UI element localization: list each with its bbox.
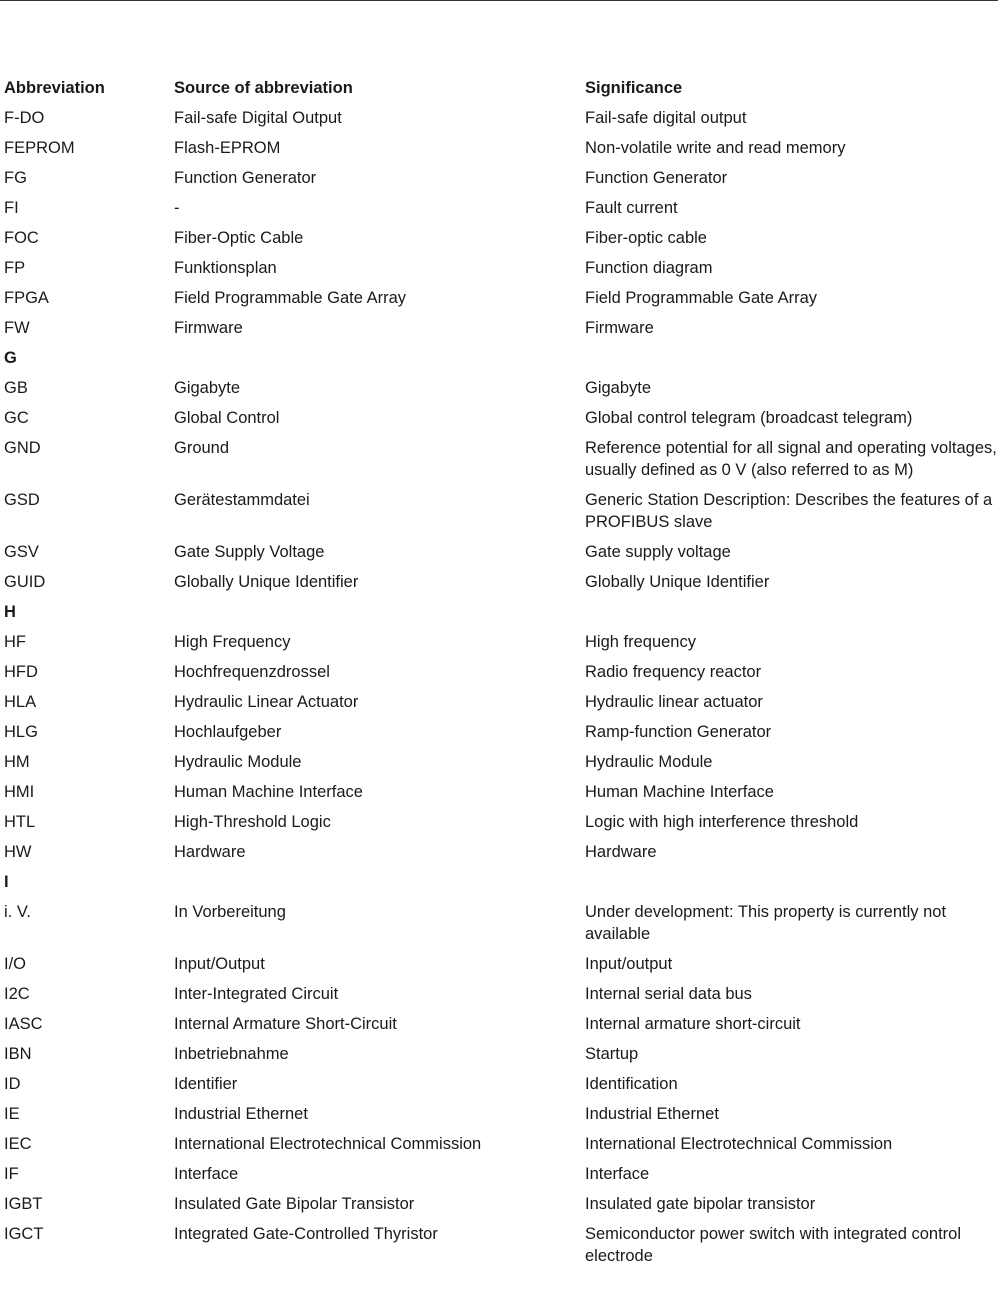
table-header-row	[0, 77, 998, 107]
significance-cell: Input/output	[585, 955, 673, 973]
abbreviation-cell: IEC	[4, 1135, 32, 1153]
table-row	[0, 377, 998, 407]
source-cell: High Frequency	[174, 633, 291, 651]
significance-cell: Gigabyte	[585, 379, 652, 397]
table-row	[0, 1043, 998, 1073]
significance-cell: Radio frequency reactor	[585, 663, 762, 681]
abbreviation-table	[0, 77, 998, 1275]
table-row	[0, 137, 998, 167]
table-row	[0, 197, 998, 227]
source-cell: Hydraulic Module	[174, 753, 302, 771]
abbreviation-cell: HF	[4, 633, 26, 651]
source-cell: International Electrotechnical Commission	[174, 1135, 482, 1153]
abbreviation-cell: I/O	[4, 955, 27, 973]
abbreviation-cell: IGCT	[4, 1225, 44, 1243]
source-cell: Insulated Gate Bipolar Transistor	[174, 1195, 415, 1213]
table-row	[0, 541, 998, 571]
significance-cell: Fail-safe digital output	[585, 109, 747, 127]
significance-cell: Ramp-function Generator	[585, 723, 772, 741]
table-row	[0, 721, 998, 751]
significance-cell: International Electrotechnical Commission	[585, 1135, 893, 1153]
source-cell: Hochfrequenzdrossel	[174, 663, 330, 681]
section-letter: G	[4, 349, 17, 367]
significance-cell: Function Generator	[585, 169, 728, 187]
table-row	[0, 489, 998, 541]
source-cell: Globally Unique Identifier	[174, 573, 359, 591]
section-row	[0, 601, 998, 631]
significance-cell: Industrial Ethernet	[585, 1105, 719, 1123]
abbreviation-cell: FPGA	[4, 289, 49, 307]
table-row	[0, 317, 998, 347]
source-cell: Internal Armature Short-Circuit	[174, 1015, 397, 1033]
source-cell: Inbetriebnahme	[174, 1045, 289, 1063]
abbreviation-cell: FOC	[4, 229, 39, 247]
abbreviation-cell: IE	[4, 1105, 20, 1123]
abbreviation-cell: GB	[4, 379, 28, 397]
abbreviation-cell: FP	[4, 259, 26, 277]
significance-cell: Reference potential for all signal and operating voltages, usually defined as 0 V (also referred to as M)	[585, 439, 997, 479]
table-row	[0, 691, 998, 721]
table-row	[0, 1223, 998, 1275]
significance-cell: High frequency	[585, 633, 696, 651]
source-cell: Inter-Integrated Circuit	[174, 985, 339, 1003]
table-row	[0, 107, 998, 137]
header-abbreviation: Abbreviation	[4, 79, 105, 97]
significance-cell: Internal armature short-circuit	[585, 1015, 801, 1033]
significance-cell: Hardware	[585, 843, 657, 861]
source-cell: -	[174, 199, 180, 217]
abbreviation-cell: HTL	[4, 813, 36, 831]
significance-cell: Hydraulic Module	[585, 753, 713, 771]
source-cell: Identifier	[174, 1075, 238, 1093]
source-cell: Hydraulic Linear Actuator	[174, 693, 359, 711]
source-cell: Hochlaufgeber	[174, 723, 282, 741]
source-cell: In Vorbereitung	[174, 903, 286, 921]
source-cell: Hardware	[174, 843, 246, 861]
significance-cell: Logic with high interference threshold	[585, 813, 859, 831]
significance-cell: Globally Unique Identifier	[585, 573, 770, 591]
significance-cell: Function diagram	[585, 259, 713, 277]
table-row	[0, 571, 998, 601]
section-row	[0, 347, 998, 377]
abbreviation-cell: GUID	[4, 573, 46, 591]
abbreviation-cell: FEPROM	[4, 139, 75, 157]
abbreviation-cell: HW	[4, 843, 32, 861]
abbreviation-cell: HFD	[4, 663, 38, 681]
source-cell: Ground	[174, 439, 230, 457]
table-row	[0, 781, 998, 811]
table-row	[0, 1013, 998, 1043]
table-row	[0, 407, 998, 437]
significance-cell: Gate supply voltage	[585, 543, 731, 561]
source-cell: Input/Output	[174, 955, 265, 973]
abbreviation-cell: F-DO	[4, 109, 45, 127]
source-cell: Firmware	[174, 319, 243, 337]
source-cell: Gigabyte	[174, 379, 241, 397]
table-row	[0, 661, 998, 691]
significance-cell: Internal serial data bus	[585, 985, 752, 1003]
table-row	[0, 257, 998, 287]
significance-cell: Insulated gate bipolar transistor	[585, 1195, 816, 1213]
table-row	[0, 631, 998, 661]
section-letter: H	[4, 603, 16, 621]
table-row	[0, 1103, 998, 1133]
table-row	[0, 811, 998, 841]
significance-cell: Fault current	[585, 199, 678, 217]
table-row	[0, 1073, 998, 1103]
table-row	[0, 227, 998, 257]
abbreviation-cell: FW	[4, 319, 30, 337]
table-row	[0, 437, 998, 489]
significance-cell: Fiber-optic cable	[585, 229, 707, 247]
abbreviation-cell: GC	[4, 409, 29, 427]
abbreviation-cell: IF	[4, 1165, 19, 1183]
source-cell: Integrated Gate-Controlled Thyristor	[174, 1225, 438, 1243]
abbreviation-cell: IGBT	[4, 1195, 43, 1213]
source-cell: Fiber-Optic Cable	[174, 229, 304, 247]
significance-cell: Under development: This property is currently not available	[585, 903, 947, 943]
abbreviation-cell: GSV	[4, 543, 39, 561]
significance-cell: Identification	[585, 1075, 678, 1093]
header-significance: Significance	[585, 79, 683, 97]
source-cell: Industrial Ethernet	[174, 1105, 308, 1123]
source-cell: Gerätestammdatei	[174, 491, 310, 509]
source-cell: Fail-safe Digital Output	[174, 109, 342, 127]
source-cell: High-Threshold Logic	[174, 813, 331, 831]
abbreviation-cell: IBN	[4, 1045, 32, 1063]
abbreviation-cell: ID	[4, 1075, 21, 1093]
top-rule	[0, 0, 998, 1]
source-cell: Global Control	[174, 409, 280, 427]
table-row	[0, 1163, 998, 1193]
significance-cell: Human Machine Interface	[585, 783, 774, 801]
source-cell: Human Machine Interface	[174, 783, 363, 801]
section-row	[0, 871, 998, 901]
abbreviation-cell: I2C	[4, 985, 30, 1003]
section-letter: I	[4, 873, 9, 891]
abbreviation-cell: IASC	[4, 1015, 43, 1033]
table-row	[0, 953, 998, 983]
significance-cell: Startup	[585, 1045, 639, 1063]
table-row	[0, 751, 998, 781]
source-cell: Flash-EPROM	[174, 139, 281, 157]
abbreviation-cell: FG	[4, 169, 27, 187]
source-cell: Function Generator	[174, 169, 317, 187]
abbreviation-cell: HLG	[4, 723, 38, 741]
table-row	[0, 167, 998, 197]
significance-cell: Firmware	[585, 319, 654, 337]
abbreviation-cell: HM	[4, 753, 30, 771]
significance-cell: Generic Station Description: Describes the features of a PROFIBUS slave	[585, 491, 993, 531]
significance-cell: Hydraulic linear actuator	[585, 693, 763, 711]
abbreviation-cell: HMI	[4, 783, 35, 801]
table-row	[0, 841, 998, 871]
significance-cell: Global control telegram (broadcast telegram)	[585, 409, 913, 427]
abbreviation-cell: FI	[4, 199, 19, 217]
significance-cell: Non-volatile write and read memory	[585, 139, 846, 157]
table-row	[0, 1133, 998, 1163]
abbreviation-cell: i. V.	[4, 903, 31, 921]
significance-cell: Semiconductor power switch with integrated control electrode	[585, 1225, 962, 1265]
source-cell: Gate Supply Voltage	[174, 543, 325, 561]
table-row	[0, 287, 998, 317]
table-row	[0, 983, 998, 1013]
source-cell: Funktionsplan	[174, 259, 277, 277]
table-row	[0, 1193, 998, 1223]
source-cell: Interface	[174, 1165, 239, 1183]
significance-cell: Interface	[585, 1165, 650, 1183]
significance-cell: Field Programmable Gate Array	[585, 289, 818, 307]
source-cell: Field Programmable Gate Array	[174, 289, 407, 307]
table-row	[0, 901, 998, 953]
abbreviation-cell: GND	[4, 439, 41, 457]
header-source: Source of abbreviation	[174, 79, 353, 97]
abbreviation-cell: GSD	[4, 491, 40, 509]
abbreviation-cell: HLA	[4, 693, 37, 711]
